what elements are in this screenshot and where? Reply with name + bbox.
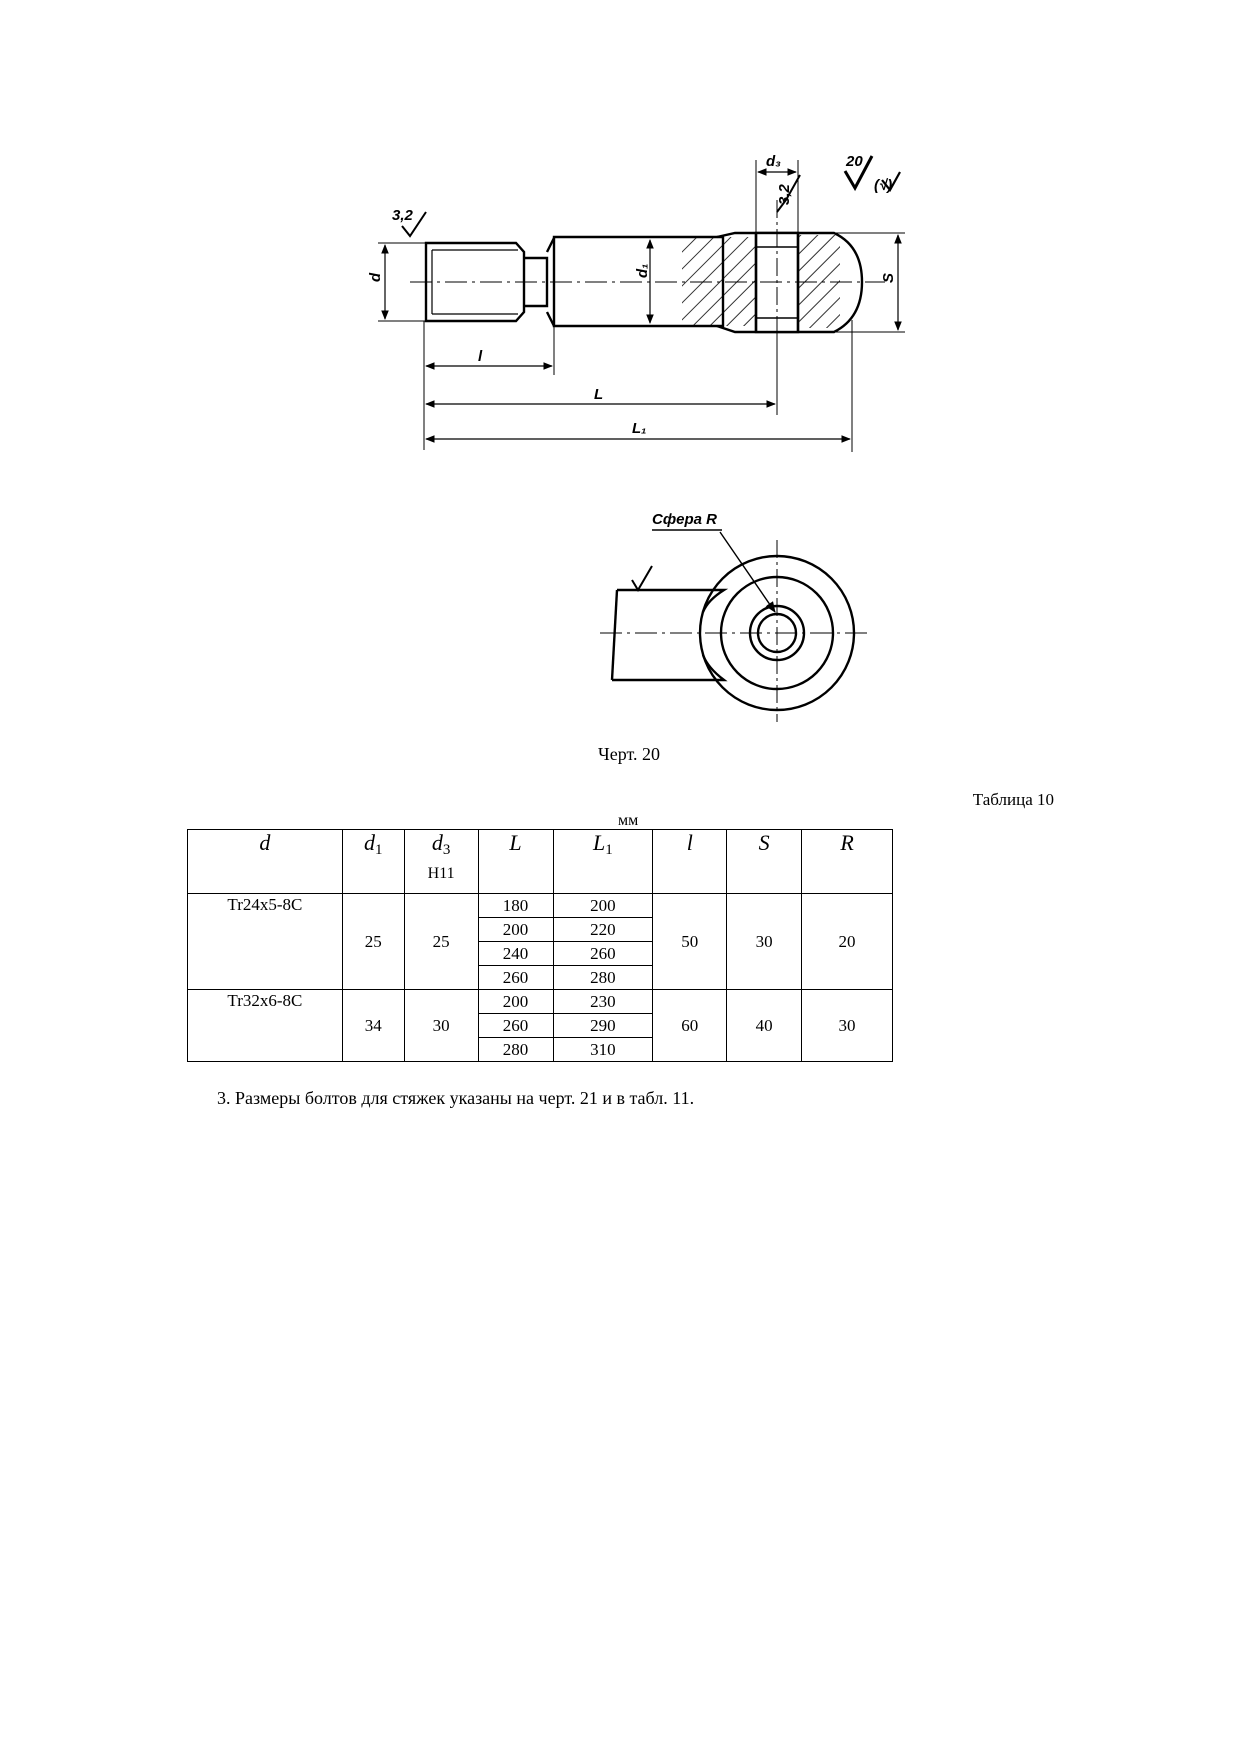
- roughness-thread: 3,2: [392, 207, 413, 224]
- cell-R: 20: [802, 894, 893, 990]
- cell-S: 40: [727, 990, 802, 1062]
- cell-L: 260: [478, 966, 553, 990]
- header-d3: $d_3$ H11: [404, 830, 478, 894]
- cell-L1: 280: [553, 966, 653, 990]
- table-units: мм: [618, 812, 639, 829]
- label-S: S: [880, 272, 897, 283]
- cell-L1: 290: [553, 1014, 653, 1038]
- label-L: L: [594, 386, 604, 403]
- label-L1: L₁: [632, 420, 647, 437]
- cell-L: 240: [478, 942, 553, 966]
- table-header-row: [188, 830, 893, 894]
- sphere-r-label: Сфера R: [652, 511, 717, 528]
- cell-L1: 310: [553, 1038, 653, 1062]
- cell-L: 200: [478, 918, 553, 942]
- cell-d: Tr32x6-8C: [188, 990, 343, 1062]
- label-d1: d₁: [634, 263, 651, 278]
- cell-d3: 30: [404, 990, 478, 1062]
- cell-L: 260: [478, 1014, 553, 1038]
- cell-S: 30: [727, 894, 802, 990]
- cell-L: 180: [478, 894, 553, 918]
- technical-drawing: [0, 0, 1240, 730]
- dimensions-table: [187, 829, 893, 1062]
- header-L: L: [478, 830, 553, 894]
- drawing-caption: Черт. 20: [598, 744, 660, 764]
- top-view: [378, 156, 905, 452]
- label-l: l: [478, 348, 483, 365]
- roughness-general: 20: [846, 153, 863, 170]
- header-l: l: [653, 830, 727, 894]
- roughness-bracket: (√): [874, 177, 893, 194]
- cell-l: 60: [653, 990, 727, 1062]
- header-L1: $L_1$: [553, 830, 653, 894]
- table-row: [188, 990, 893, 1014]
- cell-L: 280: [478, 1038, 553, 1062]
- table-row: [188, 894, 893, 918]
- cell-R: 30: [802, 990, 893, 1062]
- cell-L1: 200: [553, 894, 653, 918]
- side-view: [600, 530, 870, 722]
- cell-d1: 34: [342, 990, 404, 1062]
- label-d: d: [367, 272, 384, 282]
- header-S: S: [727, 830, 802, 894]
- cell-L1: 220: [553, 918, 653, 942]
- cell-L: 200: [478, 990, 553, 1014]
- cell-l: 50: [653, 894, 727, 990]
- header-d: d: [188, 830, 343, 894]
- cell-L1: 230: [553, 990, 653, 1014]
- header-R: R: [802, 830, 893, 894]
- body-paragraph: 3. Размеры болтов для стяжек указаны на черт. 21 и в табл. 11.: [217, 1088, 695, 1108]
- cell-d: Tr24x5-8C: [188, 894, 343, 990]
- cell-d1: 25: [342, 894, 404, 990]
- table-label: Таблица 10: [972, 790, 1054, 809]
- header-d1: $d_1$: [342, 830, 404, 894]
- cell-d3: 25: [404, 894, 478, 990]
- cell-L1: 260: [553, 942, 653, 966]
- label-d3: d₃: [766, 153, 781, 170]
- roughness-hole: 3,2: [776, 184, 793, 205]
